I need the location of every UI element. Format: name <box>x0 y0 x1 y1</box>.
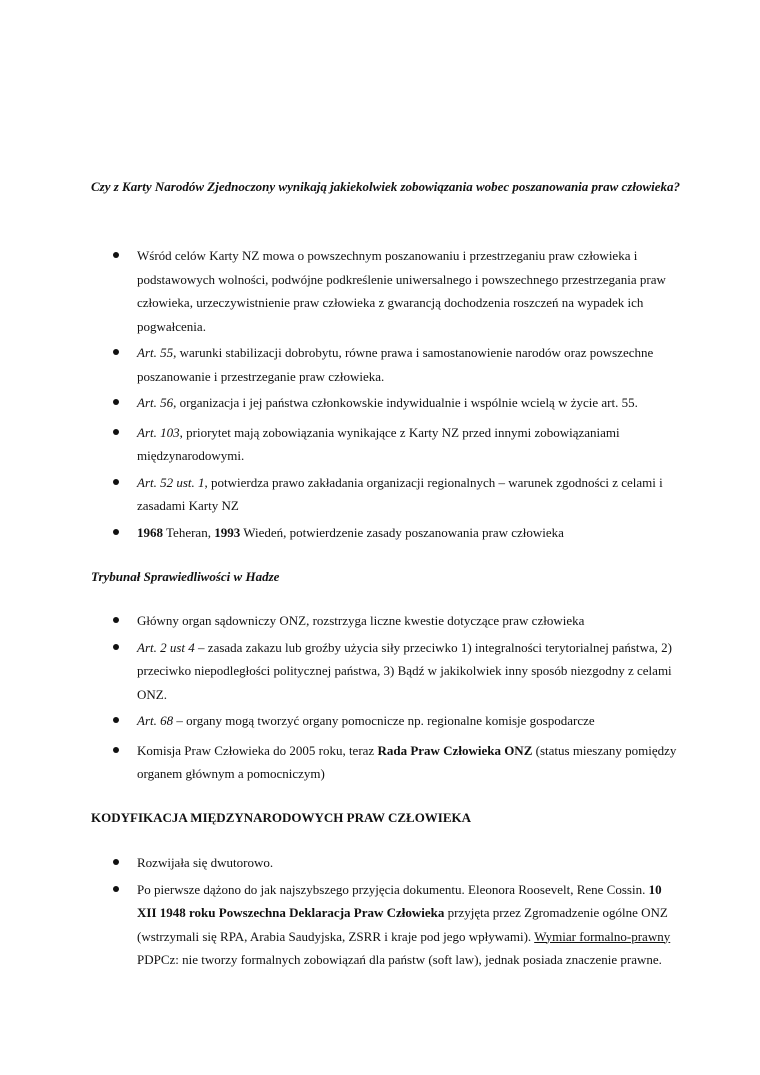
list-item-text <box>137 878 677 972</box>
list-item-text: Rozwijała się dwutorowo. <box>137 855 274 870</box>
list-item-text <box>137 739 677 786</box>
item-body: , priorytet mają zobowiązania wynikające z Karty NZ przed innymi zobowiązaniami międzynarodowymi. <box>137 424 620 463</box>
list-item-text: Główny organ sądowniczy ONZ, rozstrzyga liczne kwestie dotyczące praw człowieka <box>137 613 585 628</box>
list-item-text: Wśród celów Karty NZ mowa o powszechnym poszanowaniu i przestrzeganiu praw człowieka i podstawowych wolności, podwójne podkreślenie uniwersalnego i powszechnego przestrzegania praw człowieka, urzeczywistnienie praw człowieka z gwarancją dochodzenia roszczeń na wypadek ich pogwałcenia. <box>137 248 666 334</box>
human-rights-council: Rada Praw Człowieka ONZ <box>377 742 533 758</box>
list-item-text <box>137 391 677 415</box>
article-ref: Art. 103 <box>137 424 180 440</box>
item-body: Komisja Praw Człowieka do 2005 roku, teraz <box>137 742 378 758</box>
list-item <box>0 709 677 733</box>
item-body: – organy mogą tworzyć organy pomocnicze np. regionalne komisje gospodarcze <box>173 713 595 728</box>
item-body: – zasada zakazu lub groźby użycia siły przeciwko 1) integralności terytorialnej państwa, 2) przeciwko niepodległości politycznej państwa, 3) Bądź w jakikolwiek inny sposób niezgodny z celami ONZ. <box>137 639 673 702</box>
list-item <box>0 391 677 415</box>
item-body: , organizacja i jej państwa członkowskie indywidualnie i wspólnie wcielą w życie art. 55. <box>173 395 638 410</box>
item-body: , potwierdza prawo zakładania organizacji regionalnych – warunek zgodności z celami i zasadami Karty NZ <box>137 474 663 513</box>
article-ref: Art. 52 ust. 1 <box>137 474 205 490</box>
bullet-icon <box>113 399 119 405</box>
list-item-text <box>137 709 677 733</box>
bullet-icon <box>113 617 119 623</box>
bullet-icon <box>113 429 119 435</box>
list-item <box>0 244 677 338</box>
article-ref: Art. 55 <box>137 345 174 360</box>
article-ref: Art. 2 ust 4 <box>137 639 195 655</box>
list-item <box>0 341 677 388</box>
list-item <box>0 471 677 518</box>
list-item-text <box>137 341 677 388</box>
bullet-icon <box>113 886 119 892</box>
section-heading-un-charter: Czy z Karty Narodów Zjednoczony wynikają jakiekolwiek zobowiązania wobec poszanowania praw człowieka? <box>91 179 681 194</box>
item-body: przyjęta przez Zgromadzenie ogólne ONZ (wstrzymali się RPA, Arabia Saudyjska, ZSRR i kraje pod jego wpływami). <box>137 905 668 944</box>
bullet-list-codification <box>0 851 760 972</box>
year-1993: 1993 <box>214 524 241 540</box>
list-item-text <box>137 636 677 707</box>
bullet-icon <box>113 349 119 355</box>
item-body: (status mieszany pomiędzy organem głównym a pomocniczym) <box>137 742 677 781</box>
bullet-icon <box>113 859 119 865</box>
item-body: Wiedeń, potwierdzenie zasady poszanowania praw człowieka <box>240 524 564 540</box>
list-item <box>0 851 677 875</box>
bullet-list-icj <box>0 609 760 786</box>
bullet-icon <box>113 479 119 485</box>
list-item-text <box>137 471 677 518</box>
bullet-icon <box>113 644 119 650</box>
item-body: Teheran, <box>163 524 215 540</box>
list-item <box>0 609 677 633</box>
bullet-icon <box>113 717 119 723</box>
list-item <box>0 739 677 786</box>
section-heading-icj: Trybunał Sprawiedliwości w Hadze <box>91 569 280 584</box>
year-1968: 1968 <box>137 524 163 540</box>
item-body: Po pierwsze dążono do jak najszybszego przyjęcia dokumentu. Eleonora Roosevelt, Rene Cossin. <box>137 881 649 897</box>
list-item <box>0 521 677 545</box>
bullet-icon <box>113 529 119 535</box>
section-heading-codification: KODYFIKACJA MIĘDZYNARODOWYCH PRAW CZŁOWIEKA <box>91 810 472 825</box>
item-body: PDPCz: nie tworzy formalnych zobowiązań dla państw (soft law), jednak posiada znaczenie prawne. <box>137 952 662 967</box>
list-item <box>0 421 677 468</box>
bullet-icon <box>113 252 119 258</box>
bullet-list-un-charter <box>0 244 760 544</box>
list-item-text <box>137 521 677 545</box>
bullet-icon <box>113 747 119 753</box>
article-ref: Art. 68 <box>137 713 174 728</box>
list-item <box>0 878 677 972</box>
article-ref: Art. 56 <box>137 395 174 410</box>
udhr-date: 10 XII 1948 roku Powszechna Deklaracja Praw Człowieka <box>137 881 662 920</box>
formal-legal-dimension: Wymiar formalno-prawny <box>534 928 671 944</box>
list-item <box>0 636 677 707</box>
item-body: , warunki stabilizacji dobrobytu, równe prawa i samostanowienie narodów oraz powszechne poszanowanie i przestrzeganie praw człowieka. <box>137 345 654 384</box>
list-item-text <box>137 421 677 468</box>
